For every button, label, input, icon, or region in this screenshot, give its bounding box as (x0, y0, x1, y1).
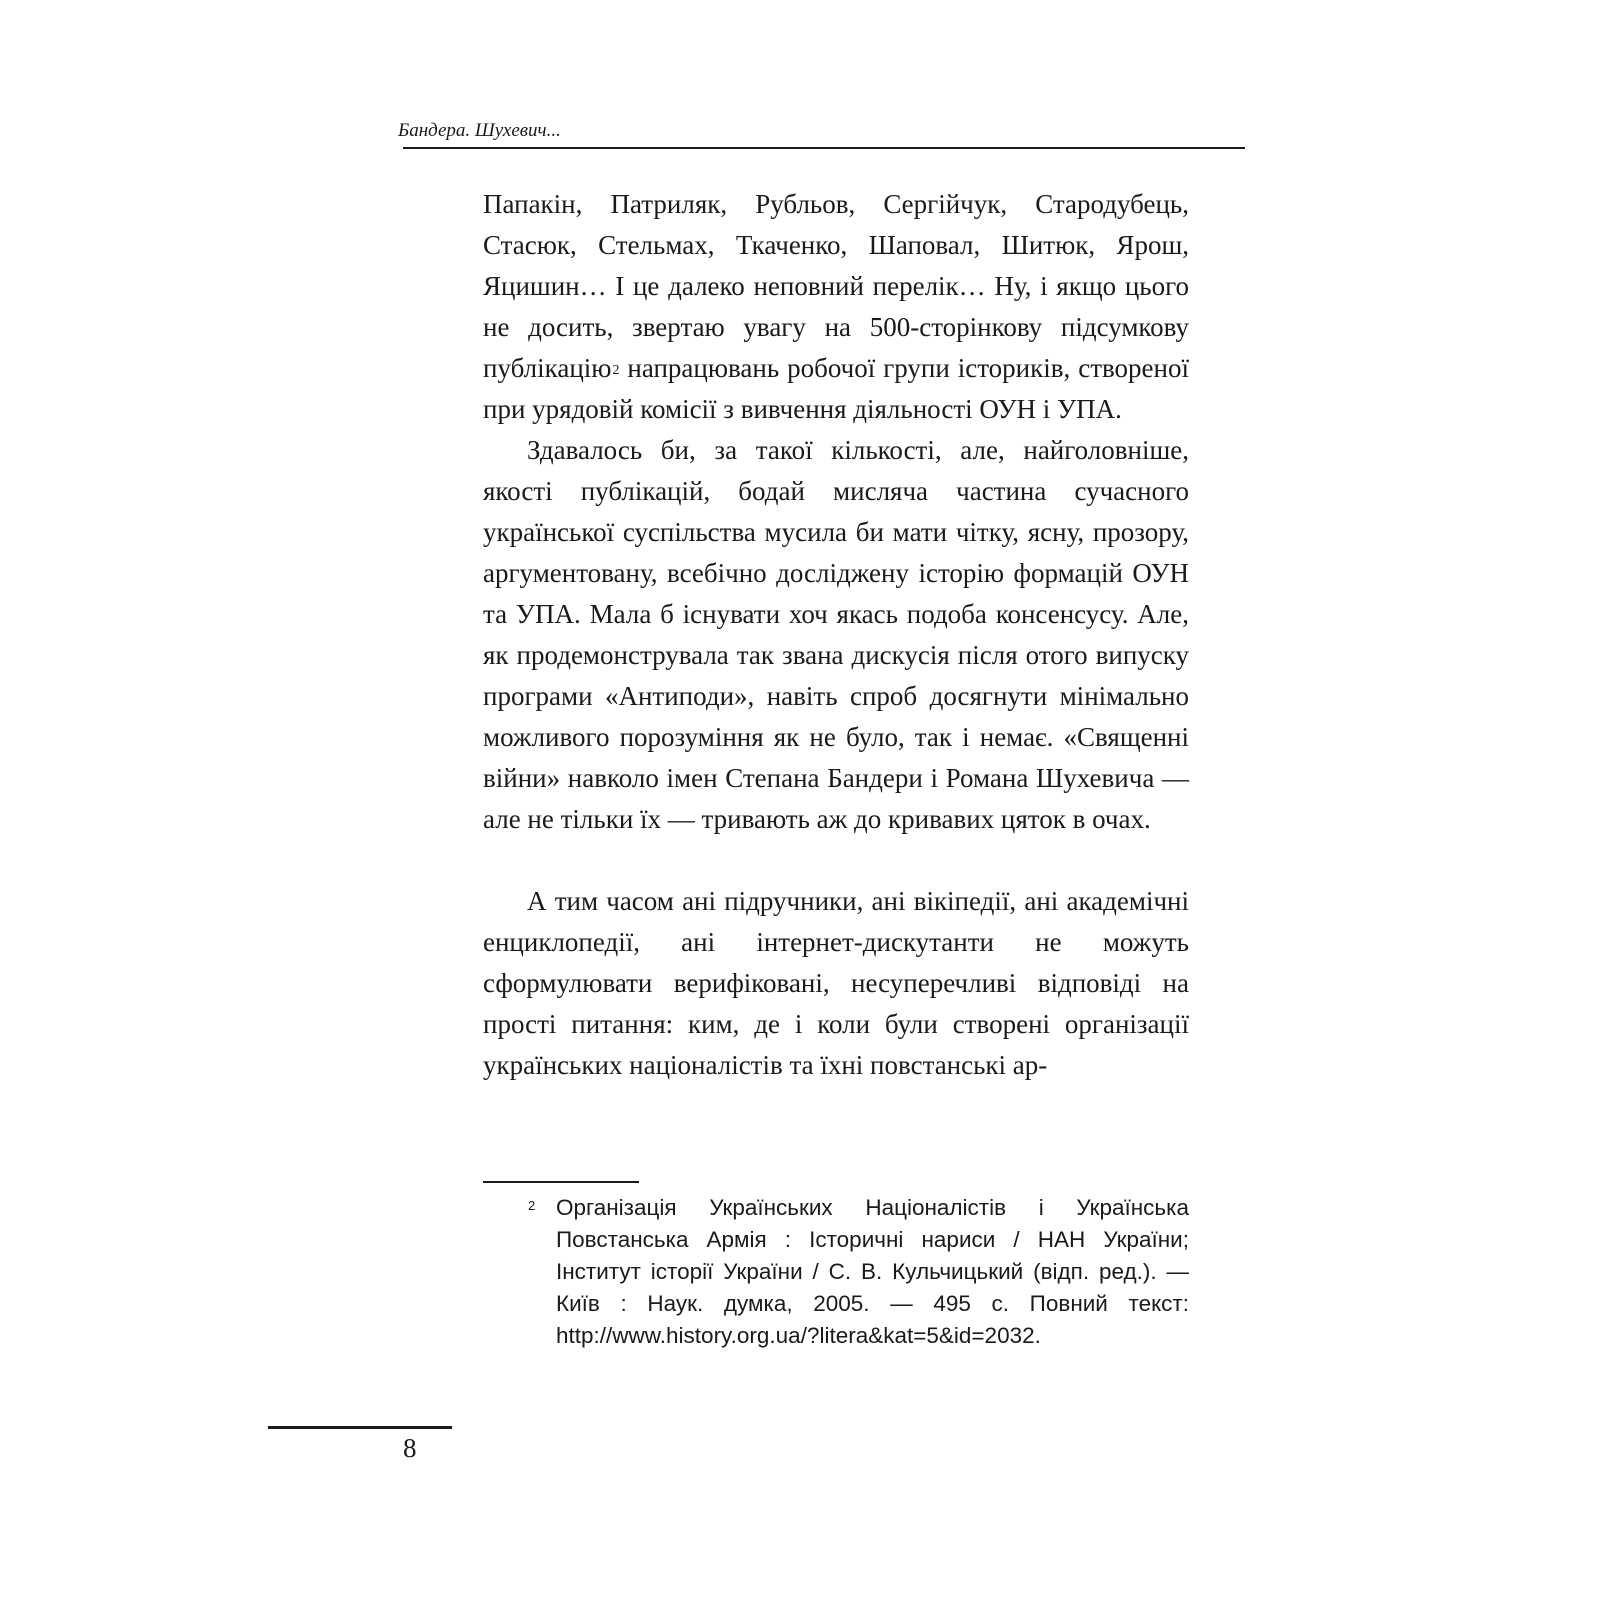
paragraph-1-text-b: напрацювань робочої групи істориків, створеної при урядовій комісії з вивчення діяльності ОУН і УПА. (483, 353, 1189, 424)
header-rule (403, 147, 1245, 149)
page-number-rule (268, 1426, 452, 1429)
running-header: Бандера. Шухевич... (398, 120, 561, 141)
footnote-text: Організація Українських Націоналістів і Українська Повстанська Армія : Історичні нариси / НАН України; Інститут історії України / С. В. Кульчицький (відп. ред.). — Київ : Наук. думка, 2005. — 495 с. Повний текст: http://www.history.org.ua/?litera&kat=5&id=2032. (556, 1195, 1189, 1348)
page-number: 8 (403, 1433, 417, 1463)
main-text (483, 184, 1189, 1086)
paragraph-2: Здавалось би, за такої кількості, але, найголовніше, якості публікацій, бодай мисляча частина сучасного української суспільства мусила би мати чітку, ясну, прозору, аргументовану, всебічно досліджену історію формацій ОУН та УПА. Мала б існувати хоч якась подоба консенсусу. Але, як продемонструвала так звана дискусія після отого випуску програми «Антиподи», навіть спроб досягнути мінімально можливого порозуміння як не було, так і немає. «Священні війни» навколо імен Степана Бандери і Романа Шухевича — але не тільки їх — тривають аж до кривавих цяток в очах. (483, 435, 1189, 834)
footnote (483, 1192, 1189, 1352)
paragraph-3: А тим часом ані підручники, ані вікіпедії, ані академічні енциклопедії, ані інтернет-дискутанти не можуть сформулювати верифіковані, несуперечливі відповіді на прості питання: ким, де і коли були створені організації українських націоналістів та їхні повстанські ар- (483, 886, 1189, 1080)
paragraph-1-text-a: Папакін, Патриляк, Рубльов, Сергійчук, Стародубець, Стасюк, Стельмах, Ткаченко, Шаповал, Шитюк, Ярош, Яцишин… І це далеко неповний перелік… Ну, і якщо цього не досить, звертаю увагу на 500-сторінкову підсумкову публікацію (483, 189, 1189, 383)
footnote-marker: 2 (528, 1198, 536, 1213)
footnote-rule (483, 1181, 639, 1183)
paragraph-1 (483, 184, 1189, 430)
footnote-reference[interactable]: 2 (612, 363, 620, 378)
